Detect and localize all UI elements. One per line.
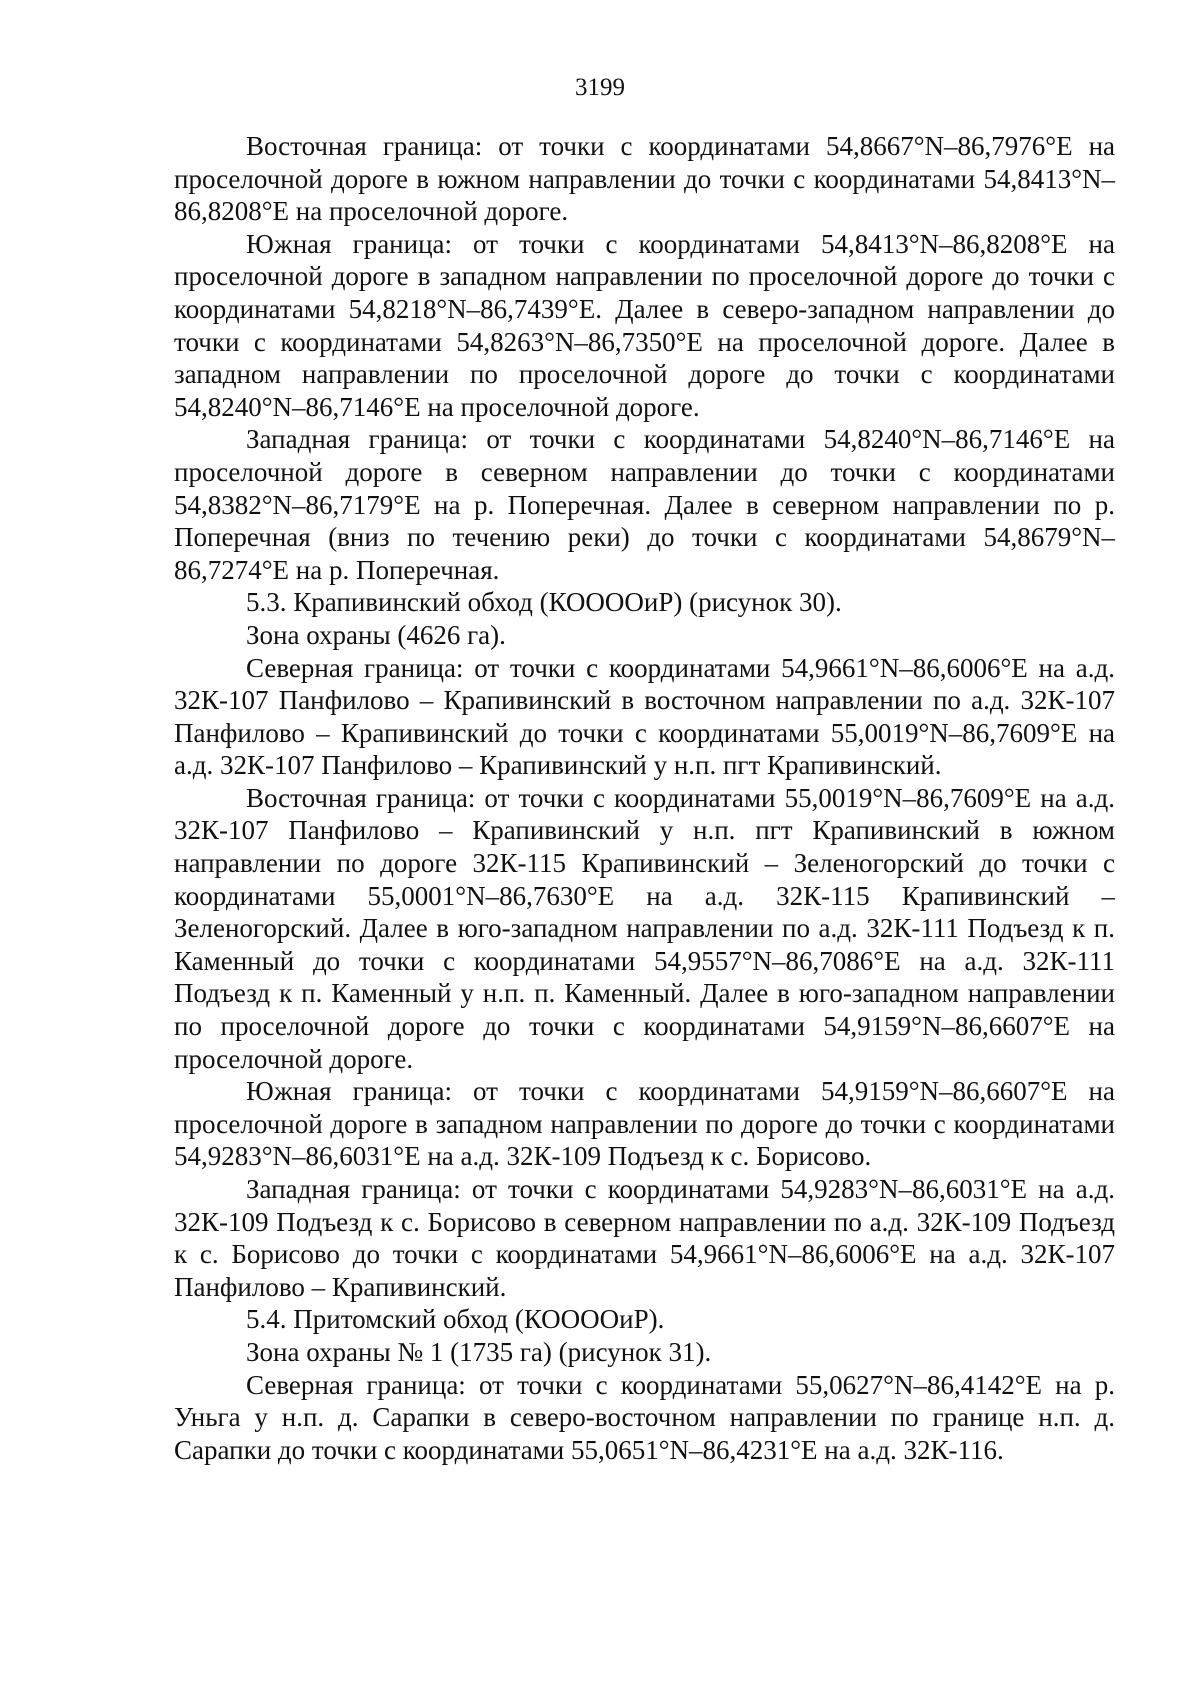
paragraph-northern-boundary-krapivinsky: Северная граница: от точки с координатами 54,9661°N–86,6006°E на а.д. 32К-107 Панфилово – Крапивинский в восточном направлении по а.д. 32К-107 Панфилово – Крапивинский до точки с координатами 55,0019°N–86,7609°E на а.д. 32К-107 Панфилово – Крапивинский у н.п. пгт Крапивинский.	[174, 652, 1115, 781]
page-number: 3199	[575, 74, 625, 101]
protection-zone-heading: Зона охраны (4626 га).	[246, 619, 506, 650]
paragraph-eastern-boundary: Восточная граница: от точки с координатами 54,8667°N–86,7976°E на проселочной дороге в южном направлении до точки с координатами 54,8413°N–86,8208°E на проселочной дороге.	[174, 131, 1115, 227]
section-heading-pritomsky: 5.4. Притомский обход (КООООиР).	[246, 1304, 665, 1335]
paragraph-western-boundary-krapivinsky: Западная граница: от точки с координатами 54,9283°N–86,6031°E на а.д. 32К-109 Подъезд к с. Борисово в северном направлении по а.д. 32К-109 Подъезд к с. Борисово до точки с координатами 54,9661°N–86,6006°E на а.д. 32К-107 Панфилово – Крапивинский.	[174, 1174, 1115, 1302]
document-body	[174, 130, 1115, 1466]
protection-zone-1-heading: Зона охраны № 1 (1735 га) (рисунок 31).	[246, 1336, 712, 1367]
paragraph-southern-boundary-krapivinsky: Южная граница: от точки с координатами 54,9159°N–86,6607°E на проселочной дороге в западном направлении по дороге до точки с координатами 54,9283°N–86,6031°E на а.д. 32К-109 Подъезд к с. Борисово.	[174, 1076, 1115, 1172]
paragraph-southern-boundary: Южная граница: от точки с координатами 54,8413°N–86,8208°E на проселочной дороге в западном направлении по проселочной дороге до точки с координатами 54,8218°N–86,7439°E. Далее в северо-западном направлении до точки с координатами 54,8263°N–86,7350°E на проселочной дороге. Далее в западном направлении по проселочной дороге до точки с координатами 54,8240°N–86,7146°E на проселочной дороге.	[174, 228, 1115, 422]
section-heading-krapivinsky: 5.3. Крапивинский обход (КООООиР) (рисунок 30).	[246, 587, 842, 618]
paragraph-western-boundary: Западная граница: от точки с координатами 54,8240°N–86,7146°E на проселочной дороге в северном направлении до точки с координатами 54,8382°N–86,7179°E на р. Поперечная. Далее в северном направлении по р. Поперечная (вниз по течению реки) до точки с координатами 54,8679°N–86,7274°E на р. Поперечная.	[174, 424, 1115, 585]
paragraph-eastern-boundary-krapivinsky: Восточная граница: от точки с координатами 55,0019°N–86,7609°E на а.д. 32К-107 Панфилово – Крапивинский у н.п. пгт Крапивинский в южном направлении по дороге 32К-115 Крапивинский – Зеленогорский до точки с координатами 55,0001°N–86,7630°E на а.д. 32К-115 Крапивинский – Зеленогорский. Далее в юго-западном направлении по а.д. 32К-111 Подъезд к п. Каменный до точки с координатами 54,9557°N–86,7086°E на а.д. 32К-111 Подъезд к п. Каменный у н.п. п. Каменный. Далее в юго-западном направлении по проселочной дороге до точки с координатами 54,9159°N–86,6607°E на проселочной дороге.	[174, 782, 1115, 1074]
paragraph-northern-boundary-pritomsky: Северная граница: от точки с координатами 55,0627°N–86,4142°E на р. Уньга у н.п. д. Сарапки в северо-восточном направлении по границе н.п. д. Сарапки до точки с координатами 55,0651°N–86,4231°E на а.д. 32К-116.	[174, 1369, 1115, 1465]
